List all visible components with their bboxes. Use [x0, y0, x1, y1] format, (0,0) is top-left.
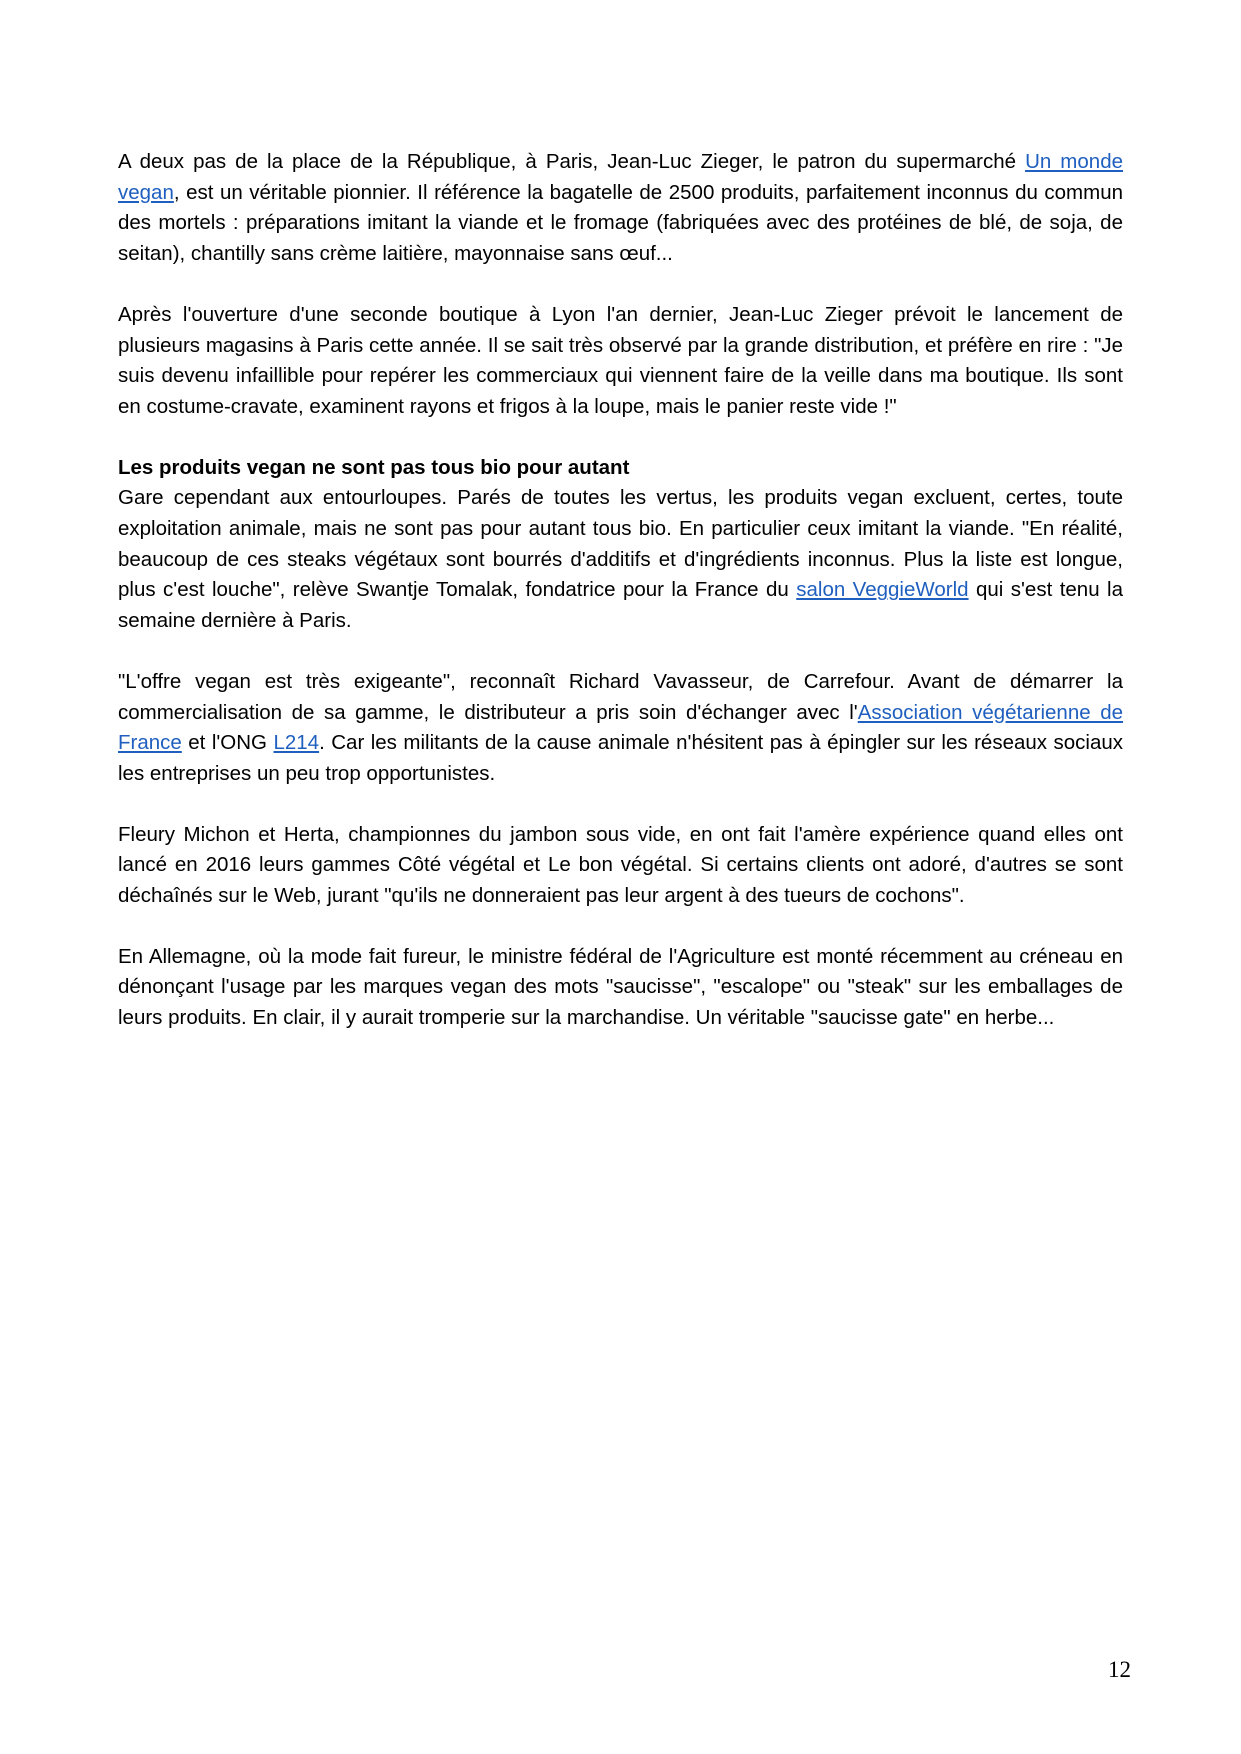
text-run: En Allemagne, où la mode fait fureur, le ministre fédéral de l'Agriculture est monté récemment au créneau en dénonçant l'usage par les marques vegan des mots "saucisse", "escalope" ou "steak" sur les emballages de leurs produits. En clair, il y aurait tromperie sur la marchandise. Un véritable "saucisse gate" en herbe...	[118, 944, 1123, 1030]
document-body	[118, 147, 1123, 1064]
text-run: A deux pas de la place de la République, à Paris, Jean-Luc Zieger, le patron du supermarché	[118, 150, 1026, 173]
link-association-vegetarienne[interactable]: Association végétarienne de France	[118, 700, 1123, 755]
text-run: , est un véritable pionnier. Il référence la bagatelle de 2500 produits, parfaitement inconnus du commun des mortels : préparations imitant la viande et le fromage (fabriquées avec des protéines de blé, de soja, de seitan), chantilly sans crème laitière, mayonnaise sans œuf...	[118, 180, 1123, 266]
paragraph-6	[118, 942, 1123, 1034]
text-run: Gare cependant aux entourloupes. Parés de toutes les vertus, les produits vegan excluent, certes, toute exploitation animale, mais ne sont pas pour autant tous bio. En particulier ceux imitant la viande. "En réalité, beaucoup de ces steaks végétaux sont bourrés d'additifs et d'ingrédients inconnus. Plus la liste est longue, plus c'est louche", relève Swantje Tomalak, fondatrice pour la France du	[118, 486, 1123, 602]
text-run: Fleury Michon et Herta, championnes du jambon sous vide, en ont fait l'amère expérience quand elles ont lancé en 2016 leurs gammes Côté végétal et Le bon végétal. Si certains clients ont adoré, d'autres se sont déchaînés sur le Web, jurant "qu'ils ne donneraient pas leur argent à des tueurs de cochons".	[118, 822, 1123, 908]
link-salon-veggieworld[interactable]: salon VeggieWorld	[796, 578, 969, 602]
page-number: 12	[1108, 1657, 1131, 1682]
text-run: et l'ONG	[181, 731, 274, 755]
text-run: qui s'est tenu la semaine dernière à Paris.	[118, 578, 1123, 633]
paragraph-4	[118, 667, 1123, 790]
section-heading: Les produits vegan ne sont pas tous bio pour autant	[118, 455, 630, 479]
text-run: "L'offre vegan est très exigeante", reconnaît Richard Vavasseur, de Carrefour. Avant de démarrer la commercialisation de sa gamme, le distributeur a pris soin d'échanger avec l'	[118, 669, 1123, 724]
paragraph-3	[118, 453, 1123, 637]
paragraph-2	[118, 300, 1123, 423]
paragraph-5	[118, 820, 1123, 912]
text-run: . Car les militants de la cause animale n'hésitent pas à épingler sur les réseaux sociaux les entreprises un peu trop opportunistes.	[118, 731, 1123, 785]
link-un-monde-vegan[interactable]: Un monde vegan	[118, 150, 1123, 204]
text-run: Après l'ouverture d'une seconde boutique à Lyon l'an dernier, Jean-Luc Zieger prévoit le lancement de plusieurs magasins à Paris cette année. Il se sait très observé par la grande distribution, et préfère en rire : "Je suis devenu infaillible pour repérer les commerciaux qui viennent faire de la veille dans ma boutique. Ils sont en costume-cravate, examinent rayons et frigos à la loupe, mais le panier reste vide !"	[118, 302, 1123, 418]
paragraph-1	[118, 147, 1123, 270]
link-l214[interactable]: L214	[273, 731, 320, 755]
